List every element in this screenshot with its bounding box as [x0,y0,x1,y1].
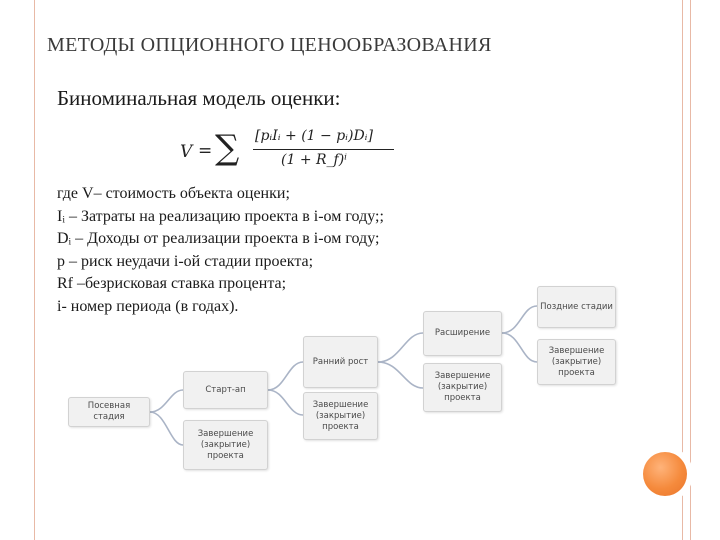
connector-expansion-close4 [502,333,537,362]
connector-startup-close2 [268,390,303,415]
connector-seed-close1 [150,412,183,445]
node-close-startup: Завершение (закрытие) проекта [183,420,268,470]
node-expansion: Расширение [423,311,502,356]
connector-startup-early [268,362,303,390]
formula-numerator: [pᵢIᵢ + (1 − pᵢ)Dᵢ] [255,128,373,144]
connector-early-expansion [378,333,423,362]
slide-title: МЕТОДЫ ОПЦИОННОГО ЦЕНООБРАЗОВАНИЯ [47,34,492,56]
connector-expansion-late [502,306,537,333]
definition-period: i- номер периода (в годах). [57,297,239,315]
node-early-growth: Ранний рост [303,336,378,388]
definition-i: Iᵢ – Затраты на реализацию проекта в i-ом году;; [57,207,384,225]
node-startup: Старт-ап [183,371,268,409]
node-close-early: Завершение (закрытие) проекта [303,392,378,440]
definition-rf: Rf –безрисковая ставка процента; [57,275,287,292]
definition-d: Dᵢ – Доходы от реализации проекта в i-ом году; [57,230,380,247]
node-seed-stage: Посевная стадия [68,397,150,427]
connector-seed-startup [150,390,183,412]
node-close-late: Завершение (закрытие) проекта [537,339,616,385]
node-late-stages: Поздние стадии [537,286,616,328]
formula-equals: = [198,141,213,161]
formula-sum-sign: ∑ [215,128,240,168]
node-close-expansion: Завершение (закрытие) проекта [423,363,502,412]
definition-v: где V– стоимость объекта оценки; [57,185,290,202]
slide-subtitle: Биноминальная модель оценки: [57,86,341,110]
definition-p: р – риск неудачи i-ой стадии проекта; [57,252,314,270]
connector-early-close3 [378,362,423,388]
formula-lhs: V [180,142,193,162]
formula-denominator: (1 + R_f)ⁱ [281,152,348,168]
